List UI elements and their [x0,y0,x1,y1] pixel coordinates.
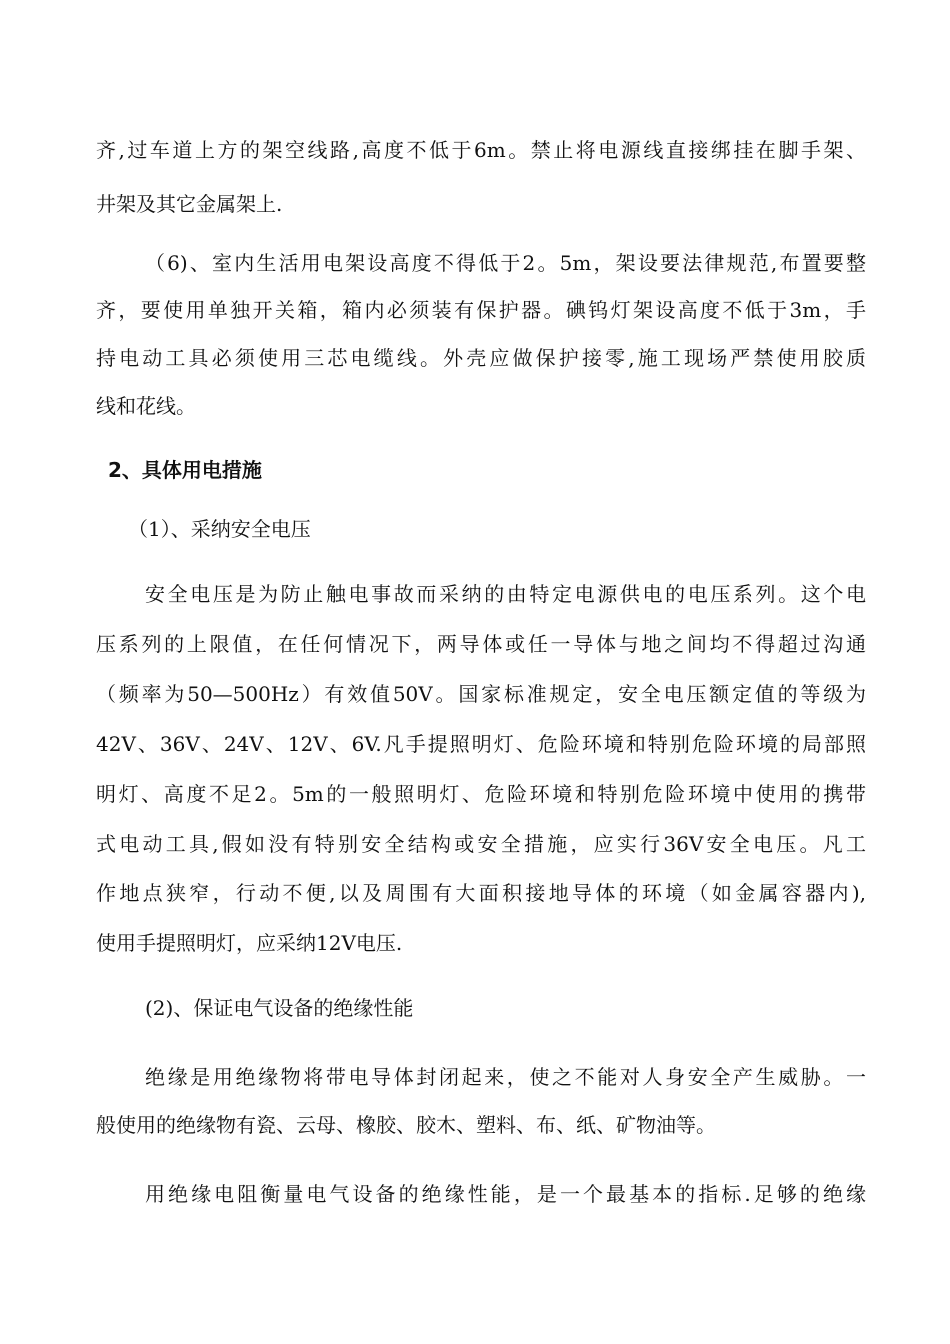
subheading-1: （1）、采纳安全电压 [128,517,311,541]
subheading-2: (2)、保证电气设备的绝缘性能 [145,996,414,1020]
paragraph-continuation-line-1: 齐,过车道上方的架空线路,高度不低于6m。禁止将电源线直接绑挂在脚手架、 [96,138,866,162]
insulation-paragraph-line-2: 般使用的绝缘物有瓷、云母、橡胶、胶木、塑料、布、纸、矿物油等。 [96,1113,716,1137]
voltage-paragraph-line-1: 安全电压是为防止触电事故而采纳的由特定电源供电的电压系列。这个电 [145,582,866,606]
paragraph-6-line-1: （6)、室内生活用电架设高度不得低于2。5m，架设要法律规范,布置要整 [145,251,866,275]
voltage-paragraph-line-8: 使用手提照明灯，应采纳12V电压. [96,931,403,955]
voltage-paragraph-line-6: 式电动工具,假如没有特别安全结构或安全措施，应实行36V安全电压。凡工 [96,832,866,856]
paragraph-6-line-4: 线和花线。 [96,394,196,418]
paragraph-6-line-2: 齐，要使用单独开关箱，箱内必须装有保护器。碘钨灯架设高度不低于3m，手 [96,298,866,322]
paragraph-continuation-line-2: 井架及其它金属架上. [96,192,283,216]
paragraph-6-line-3: 持电动工具必须使用三芯电缆线。外壳应做保护接零,施工现场严禁使用胶质 [96,346,866,370]
voltage-paragraph-line-5: 明灯、高度不足2。5m的一般照明灯、危险环境和特别危险环境中使用的携带 [96,782,866,806]
voltage-paragraph-line-3: （频率为50—500Hz）有效值50V。国家标准规定，安全电压额定值的等级为 [96,682,866,706]
voltage-paragraph-line-4: 42V、36V、24V、12V、6V.凡手提照明灯、危险环境和特别危险环境的局部照 [96,732,866,756]
section-heading: 2、具体用电措施 [108,458,262,482]
voltage-paragraph-line-2: 压系列的上限值，在任何情况下，两导体或任一导体与地之间均不得超过沟通 [96,632,866,656]
resistance-paragraph-line-1: 用绝缘电阻衡量电气设备的绝缘性能，是一个最基本的指标.足够的绝缘 [145,1182,866,1206]
insulation-paragraph-line-1: 绝缘是用绝缘物将带电导体封闭起来，使之不能对人身安全产生威胁。一 [145,1065,866,1089]
voltage-paragraph-line-7: 作地点狭窄，行动不便,以及周围有大面积接地导体的环境（如金属容器内), [96,881,866,905]
